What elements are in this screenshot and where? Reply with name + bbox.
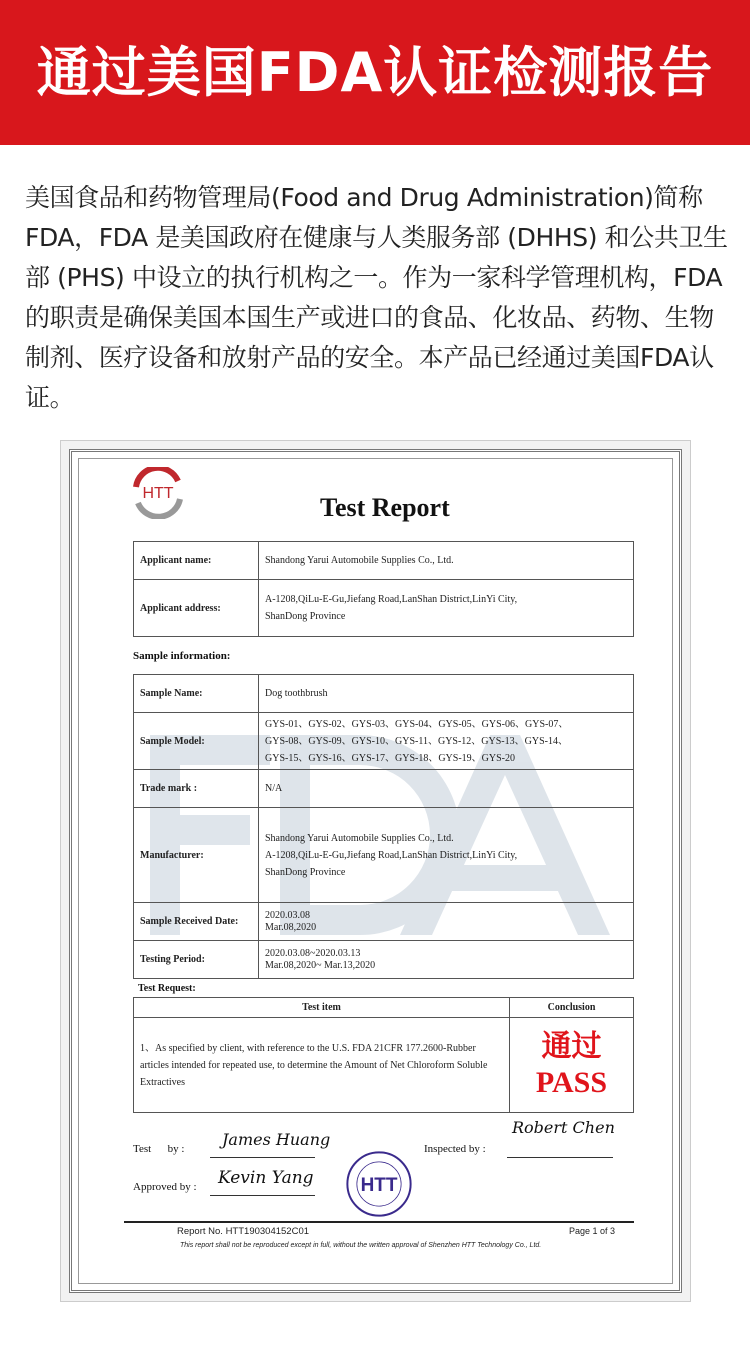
- test-item-header: Test item: [134, 998, 510, 1018]
- sample-info-heading: Sample information:: [133, 650, 231, 662]
- applicant-name-label: Applicant name:: [134, 542, 259, 580]
- test-item-text: 1、As specified by client, with reference to the U.S. FDA 21CFR 177.2600-Rubber articles intended for repeated use, to determine the Amount of Net Chloroform Soluble Extractives: [134, 1018, 510, 1113]
- received-date-value: 2020.03.08 Mar.08,2020: [259, 903, 634, 941]
- applicant-address-value: A-1208,QiLu-E-Gu,Jiefang Road,LanShan District,LinYi City, ShanDong Province: [259, 580, 634, 637]
- inspected-by-label: Inspected by :: [424, 1143, 486, 1155]
- received-date-label: Sample Received Date:: [134, 903, 259, 941]
- htt-company-stamp: [345, 1150, 413, 1218]
- disclaimer: This report shall not be reproduced except in full, without the written approval of Shenzhen HTT Technology Co., Ltd.: [180, 1242, 542, 1249]
- trade-mark-label: Trade mark :: [134, 770, 259, 808]
- trade-mark-value: N/A: [259, 770, 634, 808]
- sample-table: [133, 674, 634, 979]
- testing-period-value: 2020.03.08~2020.03.13 Mar.08,2020~ Mar.13,2020: [259, 941, 634, 979]
- applicant-name-value: Shandong Yarui Automobile Supplies Co., Ltd.: [259, 542, 634, 580]
- applicant-table: [133, 541, 634, 637]
- page-banner-title: 通过美国FDA认证检测报告: [0, 0, 750, 145]
- testing-period-label: Testing Period:: [134, 941, 259, 979]
- conclusion-header: Conclusion: [510, 998, 634, 1018]
- page-number: Page 1 of 3: [569, 1226, 616, 1236]
- inspected-by-signature: Robert Chen: [512, 1118, 615, 1137]
- sample-name-label: Sample Name:: [134, 675, 259, 713]
- test-by-label: Test by :: [133, 1143, 185, 1155]
- approved-by-signature: Kevin Yang: [218, 1168, 314, 1188]
- report-title: Test Report: [320, 493, 450, 522]
- manufacturer-value: Shandong Yarui Automobile Supplies Co., Ltd. A-1208,QiLu-E-Gu,Jiefang Road,LanShan District,LinYi City, ShanDong Province: [259, 808, 634, 903]
- htt-logo: [130, 467, 186, 519]
- sample-model-label: Sample Model:: [134, 713, 259, 770]
- intro-paragraph: 美国食品和药物管理局(Food and Drug Administration)简称FDA，FDA 是美国政府在健康与人类服务部 (DHHS) 和公共卫生部 (PHS) 中设立的执行机构之一。作为一家科学管理机构，FDA 的职责是确保美国本国生产或进口的食品、化妆品、药物、生物制剂、医疗设备和放射产品的安全。本产品已经通过美国FDA认证。: [25, 183, 728, 412]
- test-by-signature: James Huang: [222, 1130, 331, 1149]
- approved-by-label: Approved by :: [133, 1181, 197, 1193]
- svg-text:HTT: HTT: [142, 485, 174, 502]
- manufacturer-label: Manufacturer:: [134, 808, 259, 903]
- conclusion-pass: 通过 PASS: [510, 1018, 634, 1113]
- test-request-heading: Test Request:: [138, 983, 196, 994]
- applicant-address-label: Applicant address:: [134, 580, 259, 637]
- report-number: Report No. HTT190304152C01: [177, 1226, 310, 1237]
- test-table: [133, 997, 634, 1113]
- sample-name-value: Dog toothbrush: [259, 675, 634, 713]
- svg-text:HTT: HTT: [360, 1175, 398, 1197]
- sample-model-value: GYS-01、GYS-02、GYS-03、GYS-04、GYS-05、GYS-06、GYS-07、 GYS-08、GYS-09、GYS-10、GYS-11、GYS-12、GYS-13、GYS-14、 GYS-15、GYS-16、GYS-17、GYS-18、GYS-19、GYS-20: [259, 713, 634, 770]
